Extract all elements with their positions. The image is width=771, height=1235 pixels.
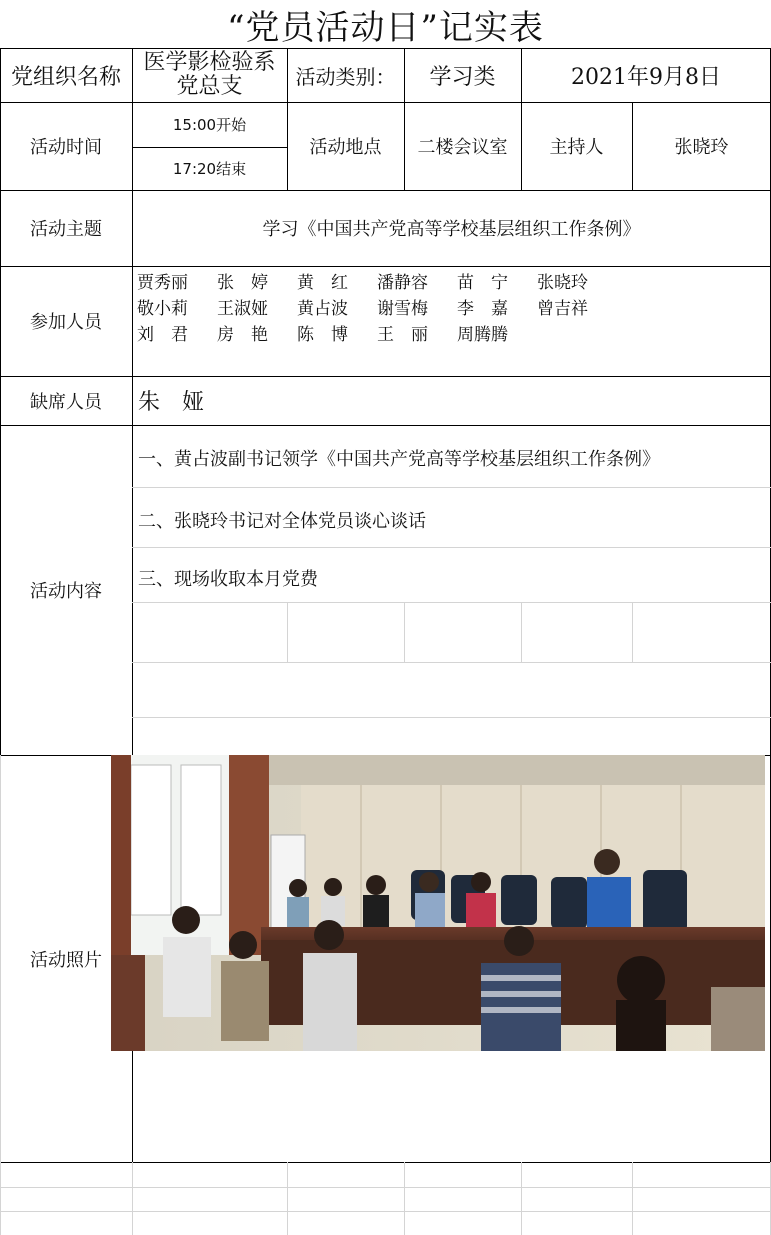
- participant-name: 李 嘉: [457, 299, 508, 319]
- content-item: 三、现场收取本月党费: [138, 569, 318, 590]
- page-title: “党员活动日”记实表: [227, 7, 544, 48]
- participant-name: 苗 宁: [457, 273, 508, 293]
- content-item: 二、张晓玲书记对全体党员谈心谈话: [138, 511, 426, 532]
- participant-name: 房 艳: [217, 325, 268, 345]
- participant-name: 周腾腾: [457, 325, 508, 345]
- participant-name: 贾秀丽: [137, 273, 188, 293]
- activity-date: 2021年9月8日: [571, 64, 721, 90]
- place-value: 二楼会议室: [417, 137, 508, 158]
- participant-name: 黄占波: [297, 299, 348, 319]
- host-label: 主持人: [549, 137, 604, 158]
- participant-name: 谢雪梅: [377, 299, 428, 319]
- content-label: 活动内容: [30, 581, 102, 602]
- type-label: 活动类别：: [295, 64, 396, 89]
- participant-name: 张 婷: [217, 273, 268, 293]
- participant-name: 刘 君: [137, 325, 188, 345]
- end-time: 17:20结束: [172, 160, 247, 178]
- activity-photo: [111, 755, 765, 1051]
- participant-name: 王 丽: [377, 325, 428, 345]
- time-label: 活动时间: [30, 137, 102, 158]
- participant-name: 敬小莉: [137, 299, 188, 319]
- participants-label: 参加人员: [30, 312, 102, 333]
- host-value: 张晓玲: [674, 137, 729, 158]
- participant-name: 张晓玲: [537, 273, 588, 293]
- participant-name: 潘静容: [377, 273, 428, 293]
- absent-label: 缺席人员: [30, 391, 102, 413]
- content-item: 一、黄占波副书记领学《中国共产党高等学校基层组织工作条例》: [138, 449, 660, 470]
- type-value: 学习类: [429, 64, 496, 90]
- org-name-line2: 党总支: [176, 74, 243, 99]
- participants-row: [137, 270, 617, 296]
- org-label: 党组织名称: [10, 64, 121, 90]
- org-name-line1: 医学影检验系: [143, 50, 276, 75]
- absent-value: 朱 娅: [138, 390, 205, 415]
- participant-name: 黄 红: [297, 273, 348, 293]
- participants-row: [137, 322, 617, 348]
- place-label: 活动地点: [309, 137, 382, 158]
- org-name: [132, 48, 287, 102]
- theme-label: 活动主题: [30, 219, 102, 240]
- participant-name: 曾吉祥: [537, 299, 588, 319]
- participants-list: [137, 270, 617, 348]
- participant-name: 王淑娅: [217, 299, 268, 319]
- theme-value: 学习《中国共产党高等学校基层组织工作条例》: [262, 219, 641, 240]
- start-time: 15:00开始: [172, 116, 247, 134]
- participants-row: [137, 296, 617, 322]
- participant-name: 陈 博: [297, 325, 348, 345]
- photo-label: 活动照片: [30, 949, 102, 971]
